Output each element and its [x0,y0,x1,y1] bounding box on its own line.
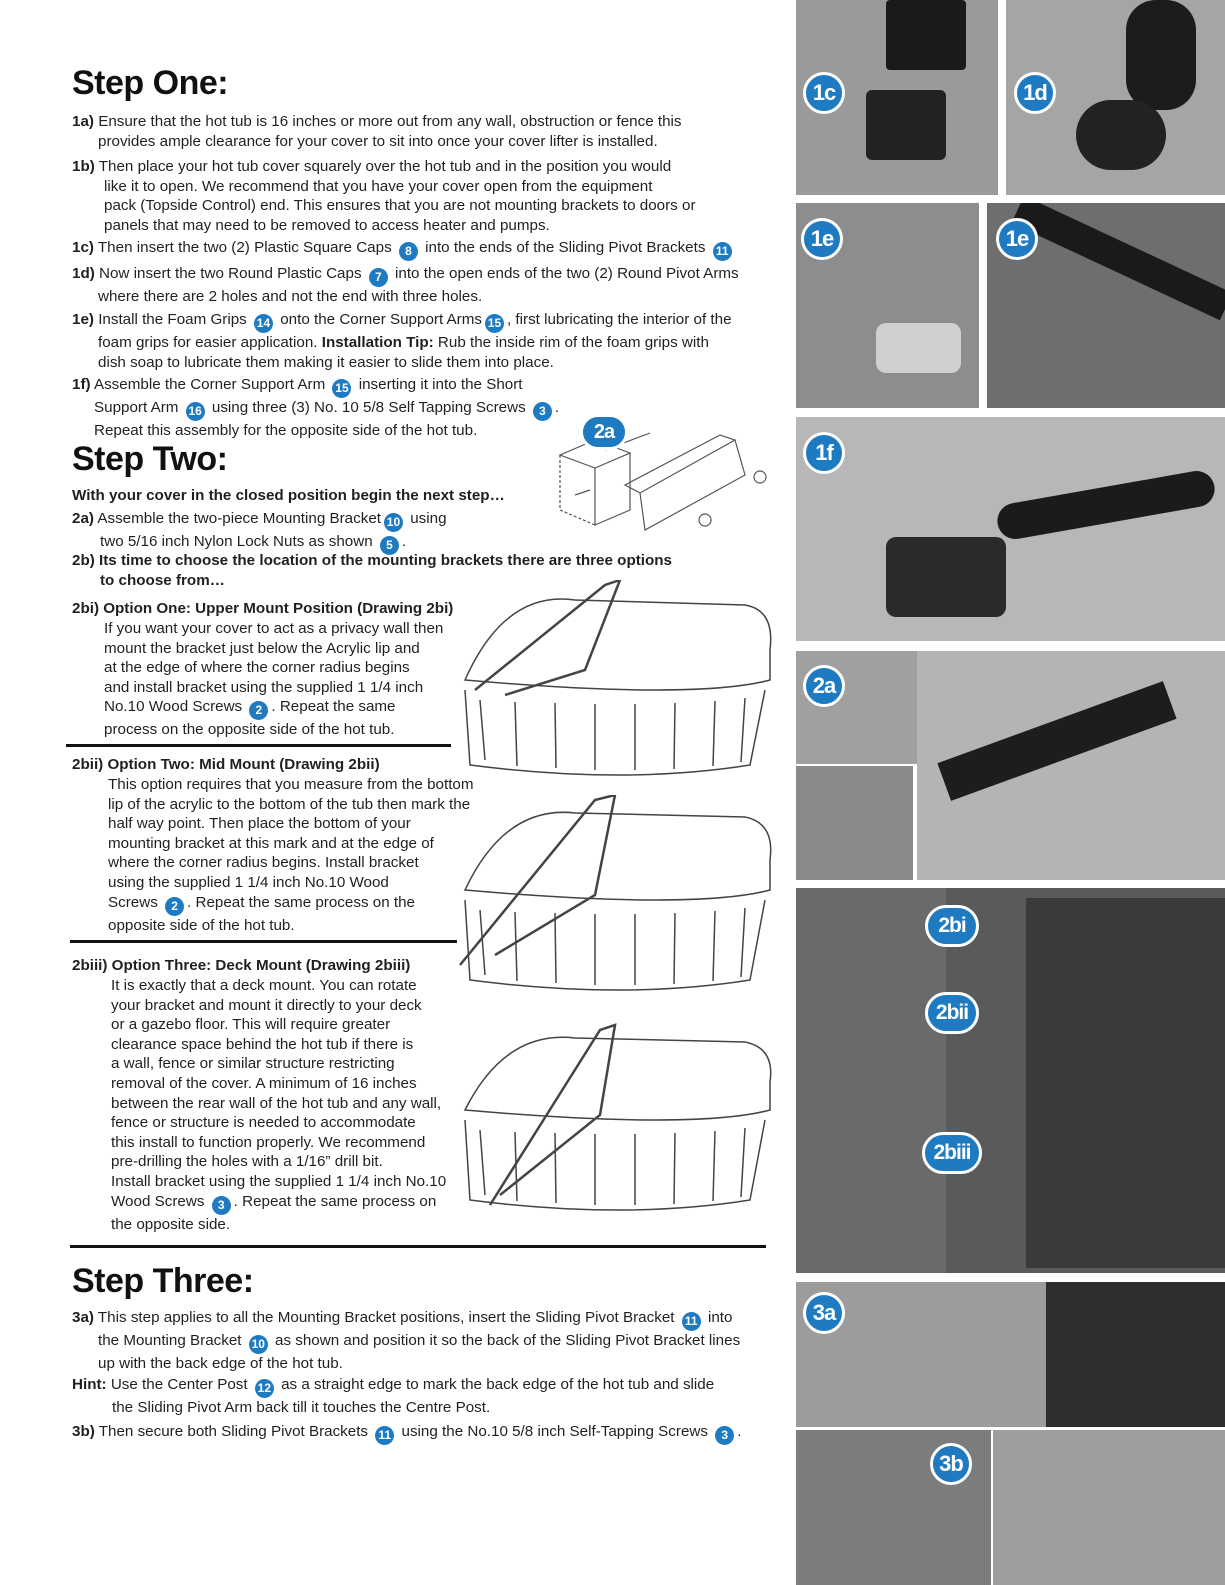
part-badge-15: 15 [485,314,504,333]
text-1a-line1: Ensure that the hot tub is 16 inches or more out from any wall, obstruction or fence this [98,113,682,130]
option-two-line: where the corner radius begins. Install bracket [108,854,419,872]
option-one-line: process on the opposite side of the hot tub. [104,721,395,739]
installation-tip-label: Installation Tip: [321,334,434,351]
label-1c: 1c) [72,239,94,256]
text-3a-b: into [707,1309,733,1326]
text-1b-line3: pack (Topside Control) end. This ensures that you are not mounting brackets to doors or [104,197,696,215]
photo-2a-bracket [917,651,1225,880]
photo-label-2bi: 2bi [925,905,979,947]
text-1d-b: into the open ends of the two (2) Round Pivot Arms [395,265,739,282]
text-2b-line1: Its time to choose the location of the mounting brackets there are three options [99,552,673,569]
label-2b: 2b) [72,552,95,569]
photo-label-1c: 1c [803,72,845,114]
option-one-text [104,619,484,740]
option-three-line: clearance space behind the hot tub if there is [111,1035,414,1053]
part-badge-10: 10 [384,513,403,532]
option-three-heading: 2biii) Option Three: Deck Mount (Drawing 2biii) [72,957,411,974]
text-1e-line2a: foam grips for easier application. [98,334,318,351]
text-1e-c: , first lubricating the interior of the [506,311,732,328]
square-cap-image [886,0,966,70]
square-cap-image [866,90,946,160]
hint-text-a: Use the Center Post [110,1376,248,1393]
support-arm-image [995,468,1218,542]
hint-text-line2: the Sliding Pivot Arm back till it touches the Centre Post. [112,1399,491,1416]
step-three-title: Step Three: [72,1262,254,1300]
instruction-1e [72,310,812,372]
part-badge-15b: 15 [332,379,351,398]
instruction-1d [72,264,812,307]
label-3a: 3a) [72,1309,94,1326]
instruction-1c [72,238,812,261]
text-1b-line4: panels that may need to be removed to access heater and pumps. [104,216,550,234]
text-3a-line2a: the Mounting Bracket [98,1332,242,1349]
photo-3a [796,1282,1225,1427]
option-one-heading: 2bi) Option One: Upper Mount Position (Drawing 2bi) [72,600,454,617]
part-badge-5: 5 [380,536,399,555]
photo-label-2bii: 2bii [925,992,979,1034]
option-three-line: this install to function properly. We recommend [111,1133,426,1151]
hint-label: Hint: [72,1376,107,1393]
option-three-line: pre-drilling the holes with a 1/16” drill bit. [111,1153,383,1171]
text-1a-line2: provides ample clearance for your cover to sit into once your cover lifter is installed. [98,132,658,150]
text-1f-line3: Repeat this assembly for the opposite side of the hot tub. [94,422,478,439]
part-badge-11c: 11 [375,1426,394,1445]
part-badge-3b: 3 [212,1196,231,1215]
option-two-line: This option requires that you measure from the bottom [108,776,474,793]
option-one-line: No.10 Wood Screws [104,698,243,716]
label-1a: 1a) [72,113,94,130]
hot-tub-drawing-2bi [445,580,780,780]
label-1f: 1f) [72,376,91,393]
part-badge-8: 8 [399,242,418,261]
text-2a-a: Assemble the two-piece Mounting Bracket [97,510,381,527]
part-badge-11: 11 [713,242,732,261]
part-badge-16: 16 [186,402,205,421]
text-1e-b: onto the Corner Support Arms [280,311,482,328]
option-two-line: using the supplied 1 1/4 inch No.10 Wood [108,873,389,891]
photo-3b-right [993,1430,1225,1585]
option-two-line: lip of the acrylic to the bottom of the tub then mark the [108,795,471,813]
option-three-line: your bracket and mount it directly to your deck [111,996,422,1014]
text-3a-line3: up with the back edge of the hot tub. [98,1355,343,1372]
text-1d-a: Now insert the two Round Plastic Caps [99,265,362,282]
part-badge-3c: 3 [715,1426,734,1445]
installer-image [796,888,946,1273]
label-1d: 1d) [72,265,95,282]
option-two-line: mounting bracket at this mark and at the edge of [108,834,434,852]
bracket-image [937,681,1176,801]
text-3b-a: Then secure both Sliding Pivot Brackets [98,1423,369,1440]
text-1f-b: inserting it into the Short [358,376,523,393]
round-cap-image [1076,100,1166,170]
part-badge-2a: 2 [249,701,268,720]
step-two-title: Step Two: [72,440,228,478]
part-badge-2b: 2 [165,897,184,916]
option-two-heading: 2bii) Option Two: Mid Mount (Drawing 2bii) [72,756,380,773]
option-one-line: and install bracket using the supplied 1 1/4 inch [104,678,424,696]
divider-option-one [66,744,451,747]
label-2a: 2a) [72,510,94,527]
label-1b: 1b) [72,158,95,175]
instruction-1f: 1f) Assemble the Corner Support Arm 15 inserting it into the Short Support Arm 16 using three (3) No. 10 5/8 Self Tapping Screws 3 . Repeat this assembly for the opposite side of the hot tub. [72,376,560,439]
drawing-label-2a: 2a [580,414,628,450]
text-2a-line2: two 5/16 inch Nylon Lock Nuts as shown [100,533,373,550]
option-three-line: between the rear wall of the hot tub and any wall, [111,1094,442,1112]
option-one-line: mount the bracket just below the Acrylic lip and [104,639,420,657]
text-3b-b: using the No.10 5/8 inch Self-Tapping Screws [401,1423,708,1440]
text-3a-a: This step applies to all the Mounting Bracket positions, insert the Sliding Pivot Bracket [97,1309,675,1326]
step-two-intro: With your cover in the closed position begin the next step… [72,487,505,504]
step-one-title: Step One: [72,64,229,102]
foam-grip-image [1011,203,1225,320]
option-three-line: a wall, fence or similar structure restricting [111,1055,395,1073]
pivot-arm-image [1126,0,1196,110]
text-2b-line2: to choose from… [100,571,225,589]
photo-label-1d: 1d [1014,72,1056,114]
text-2a-b: using [410,510,447,527]
photo-label-3b: 3b [930,1443,972,1485]
text-1e-line2b: Rub the inside rim of the foam grips with [437,334,709,351]
photo-label-1e-right: 1e [996,218,1038,260]
label-1e: 1e) [72,311,94,328]
instruction-1a [72,112,792,151]
part-badge-11b: 11 [682,1312,701,1331]
option-three-text [111,976,481,1234]
photo-2a-inset [796,766,913,880]
photo-label-3a: 3a [803,1292,845,1334]
text-1c-b: into the ends of the Sliding Pivot Brackets [425,239,706,256]
part-badge-7: 7 [369,268,388,287]
option-three-line: fence or structure is needed to accommodate [111,1114,416,1132]
soap-dish-image [876,323,961,373]
option-three-line: Install bracket using the supplied 1 1/4 inch No.10 [111,1172,447,1190]
text-1d-line2: where there are 2 holes and not the end with three holes. [98,288,483,305]
option-one-line: If you want your cover to act as a privacy wall then [104,620,444,637]
text-1e-a: Install the Foam Grips [98,311,247,328]
part-badge-10b: 10 [249,1335,268,1354]
photo-2b-options [796,888,1225,1273]
hot-tub-side-image [1026,898,1225,1268]
instruction-2a: 2a) Assemble the two-piece Mounting Bracket 10 using two 5/16 inch Nylon Lock Nuts as shown 5 . [72,509,552,555]
photo-1f [796,417,1225,641]
hint [72,1375,802,1418]
text-1b-line2: like it to open. We recommend that you have your cover open from the equipment [104,177,653,195]
option-two-line: . Repeat the same process on the [187,893,415,911]
instruction-1b [72,157,792,235]
option-three-line: . Repeat the same process on [233,1192,437,1210]
option-three-line: or a gazebo floor. This will require greater [111,1016,391,1034]
hint-text-b: as a straight edge to mark the back edge of the hot tub and slide [281,1376,715,1393]
text-1f-a: Assemble the Corner Support Arm [93,376,326,393]
part-badge-14: 14 [254,314,273,333]
photo-label-2a: 2a [803,665,845,707]
hot-tub-drawing-2bii [455,795,785,1000]
text-3a-line2b: as shown and position it so the back of the Sliding Pivot Bracket lines [275,1332,741,1349]
cover-image [1046,1282,1225,1427]
photo-label-1f: 1f [803,432,845,474]
photo-label-2biii: 2biii [922,1132,982,1174]
option-two-line: Screws [108,893,158,911]
photo-label-1e-left: 1e [801,218,843,260]
option-two-line: half way point. Then place the bottom of your [108,815,411,833]
option-three-line: It is exactly that a deck mount. You can rotate [111,977,417,994]
part-badge-3a: 3 [533,402,552,421]
text-1f-line2b: using three (3) No. 10 5/8 Self Tapping Screws [211,399,526,416]
option-one-line: . Repeat the same [271,698,396,716]
text-1f-line2a: Support Arm [94,399,179,416]
part-badge-12: 12 [255,1379,274,1398]
divider-step-two [70,1245,766,1248]
instruction-3b: 3b) Then secure both Sliding Pivot Brackets 11 using the No.10 5/8 inch Self-Tapping Screws 3 . [72,1422,802,1445]
option-three-line: the opposite side. [111,1215,231,1233]
option-one-line: at the edge of where the corner radius begins [104,659,410,677]
text-1b-line1: Then place your hot tub cover squarely over the hot tub and in the position you would [98,158,672,175]
option-three-line: Wood Screws [111,1192,205,1210]
option-three-line: removal of the cover. A minimum of 16 inches [111,1074,417,1092]
divider-option-two [70,940,457,943]
drill-image [886,537,1006,617]
text-1c-a: Then insert the two (2) Plastic Square Caps [97,239,392,256]
option-two-line: opposite side of the hot tub. [108,916,295,934]
hot-tub-drawing-2biii [450,1020,780,1225]
text-1e-line3: dish soap to lubricate them making it easier to slide them into place. [98,353,554,371]
label-3b: 3b) [72,1423,95,1440]
instruction-3a [72,1308,802,1374]
